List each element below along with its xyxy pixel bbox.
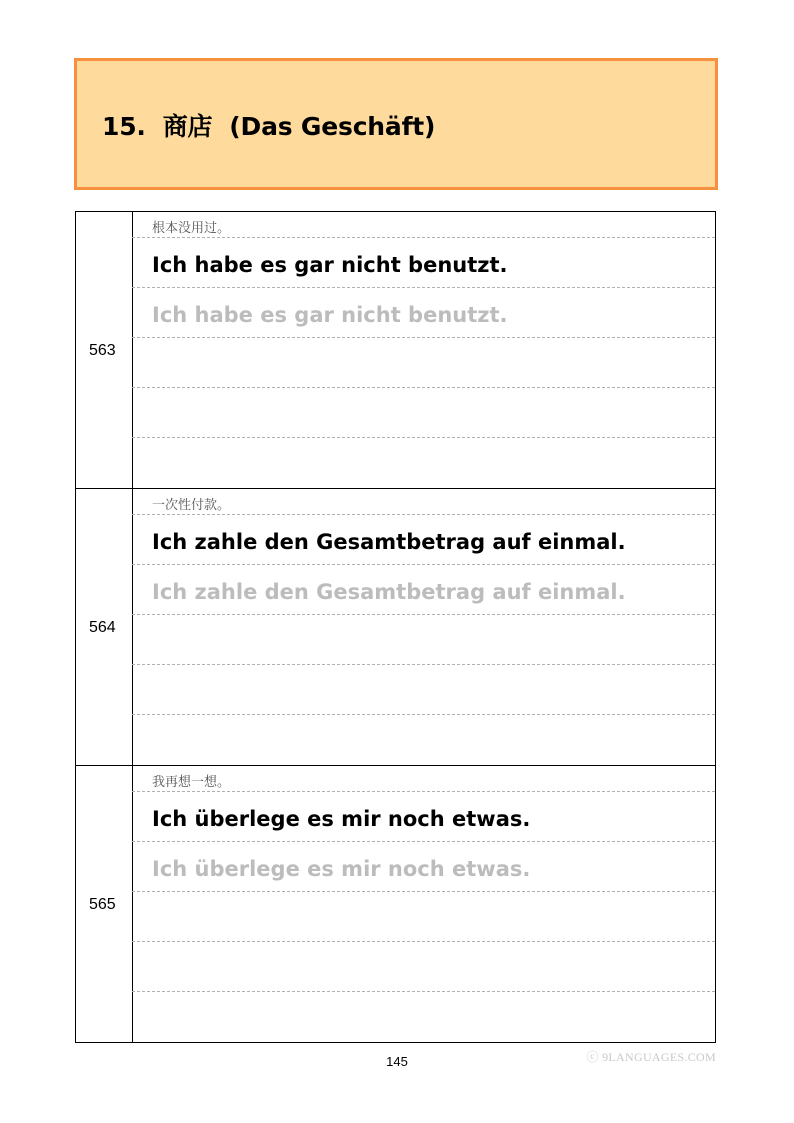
trace-sentence: Ich zahle den Gesamtbetrag auf einmal.	[152, 580, 626, 604]
blank-line	[132, 941, 715, 992]
blank-line	[132, 337, 715, 388]
blank-line	[132, 664, 715, 715]
practice-table	[75, 211, 716, 1043]
entry-564	[75, 489, 716, 766]
chinese-prompt: 根本没用过。	[152, 221, 231, 236]
page-number: 145	[386, 1054, 408, 1069]
chinese-prompt: 我再想一想。	[152, 775, 231, 790]
number-column	[76, 489, 133, 765]
number-column	[76, 766, 133, 1042]
blank-line	[132, 387, 715, 438]
entry-565	[75, 766, 716, 1043]
blank-line	[132, 614, 715, 665]
german-sentence: Ich zahle den Gesamtbetrag auf einmal.	[152, 530, 626, 554]
german-sentence: Ich habe es gar nicht benutzt.	[152, 253, 508, 277]
german-sentence: Ich überlege es mir noch etwas.	[152, 807, 531, 831]
entry-number: 563	[89, 342, 116, 359]
blank-line	[132, 891, 715, 942]
writing-lines	[132, 489, 715, 765]
section-title: 15. 商店 (Das Geschäft)	[102, 112, 436, 141]
entry-563	[75, 212, 716, 489]
entry-number: 565	[89, 896, 116, 913]
trace-sentence: Ich habe es gar nicht benutzt.	[152, 303, 508, 327]
section-header	[74, 58, 718, 190]
entry-number: 564	[89, 619, 116, 636]
writing-lines	[132, 212, 715, 488]
writing-lines	[132, 766, 715, 1042]
copyright-watermark: ⓒ 9LANGUAGES.COM	[586, 1050, 716, 1064]
chinese-prompt: 一次性付款。	[152, 498, 231, 513]
trace-sentence: Ich überlege es mir noch etwas.	[152, 857, 531, 881]
number-column	[76, 212, 133, 488]
